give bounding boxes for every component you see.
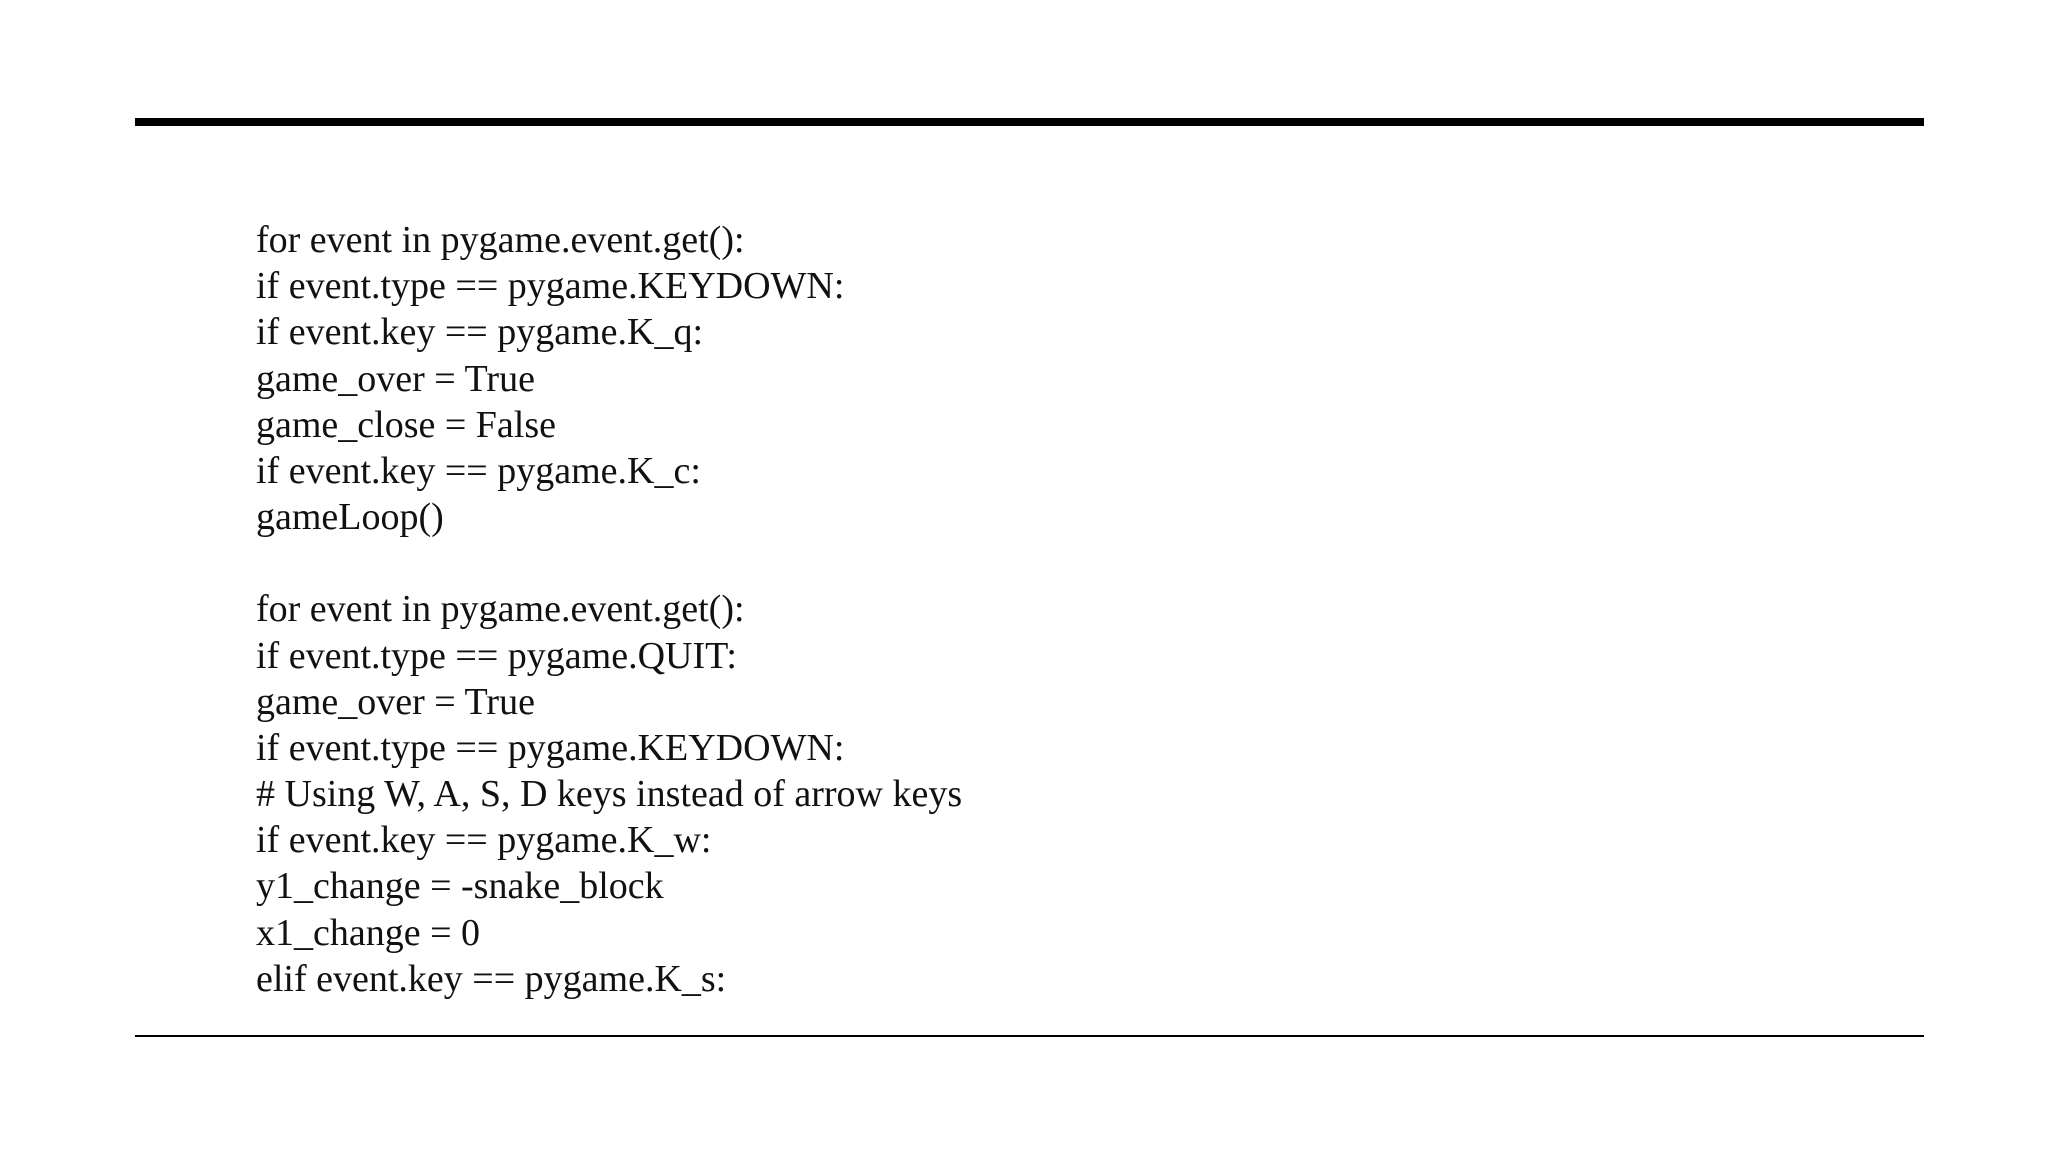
code-line: game_over = True	[256, 357, 535, 400]
code-line: for event in pygame.event.get():	[256, 219, 745, 261]
code-line: if event.type == pygame.KEYDOWN:	[256, 726, 845, 769]
bottom-divider	[135, 1035, 1924, 1037]
code-line: if event.key == pygame.K_c:	[256, 449, 701, 492]
code-line: if event.key == pygame.K_w:	[256, 819, 712, 862]
code-line: game_over = True	[256, 680, 535, 723]
code-line: if event.key == pygame.K_q:	[256, 311, 704, 354]
code-line: elif event.key == pygame.K_s:	[256, 957, 727, 1000]
code-line: game_close = False	[256, 403, 557, 446]
code-block-event-quit-continue	[256, 217, 1856, 540]
top-divider	[135, 118, 1924, 126]
code-block-movement-controls	[256, 586, 1856, 1002]
code-comment-line: # Using W, A, S, D keys instead of arrow keys	[256, 773, 963, 816]
code-line: y1_change = -snake_block	[256, 865, 664, 908]
code-line: if event.type == pygame.KEYDOWN:	[256, 265, 845, 308]
code-line: x1_change = 0	[256, 911, 481, 954]
code-line: gameLoop()	[256, 496, 444, 539]
code-line: if event.type == pygame.QUIT:	[256, 634, 737, 677]
code-line: for event in pygame.event.get():	[256, 588, 745, 631]
code-body	[256, 217, 1856, 1002]
